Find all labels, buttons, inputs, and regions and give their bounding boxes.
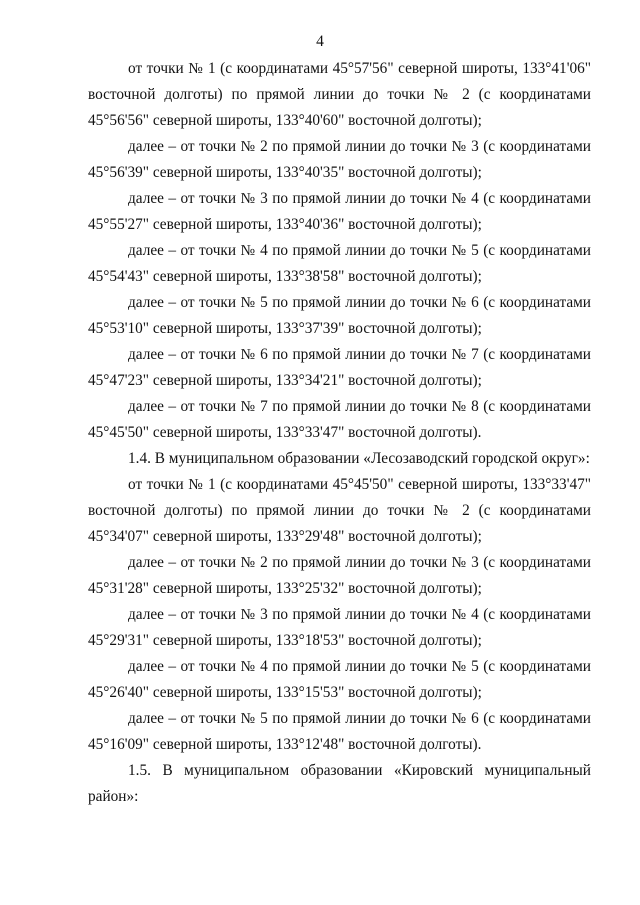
paragraph-point-4: далее – от точки № 4 по прямой линии до точки № 5 (с координатами 45°54'43" северной широты, 133°38'58" восточной долготы);	[88, 242, 591, 285]
paragraph-point-5: далее – от точки № 5 по прямой линии до точки № 6 (с координатами 45°53'10" северной широты, 133°37'39" восточной долготы);	[88, 294, 591, 337]
paragraph-lesozavodsk-point-3: далее – от точки № 3 по прямой линии до точки № 4 (с координатами 45°29'31" северной широты, 133°18'53" восточной долготы);	[88, 606, 591, 649]
section-heading-1-4: 1.4. В муниципальном образовании «Лесозаводский городской округ»:	[128, 450, 590, 467]
paragraph-point-7: далее – от точки № 7 по прямой линии до точки № 8 (с координатами 45°45'50" северной широты, 133°33'47" восточной долготы).	[88, 398, 591, 441]
document-body	[88, 56, 591, 810]
paragraph-point-2: далее – от точки № 2 по прямой линии до точки № 3 (с координатами 45°56'39" северной широты, 133°40'35" восточной долготы);	[88, 138, 591, 181]
paragraph-lesozavodsk-point-2: далее – от точки № 2 по прямой линии до точки № 3 (с координатами 45°31'28" северной широты, 133°25'32" восточной долготы);	[88, 554, 591, 597]
paragraph-point-1: от точки № 1 (с координатами 45°57'56" северной широты, 133°41'06" восточной долготы) по прямой линии до точки № 2 (с координатами 45°56'56" северной широты, 133°40'60" восточной долготы);	[88, 60, 591, 129]
paragraph-lesozavodsk-point-5: далее – от точки № 5 по прямой линии до точки № 6 (с координатами 45°16'09" северной широты, 133°12'48" восточной долготы).	[88, 710, 591, 753]
paragraph-point-6: далее – от точки № 6 по прямой линии до точки № 7 (с координатами 45°47'23" северной широты, 133°34'21" восточной долготы);	[88, 346, 591, 389]
section-heading-1-5: 1.5. В муниципальном образовании «Кировский муниципальный район»:	[88, 762, 591, 805]
paragraph-lesozavodsk-point-1: от точки № 1 (с координатами 45°45'50" северной широты, 133°33'47" восточной долготы) по прямой линии до точки № 2 (с координатами 45°34'07" северной широты, 133°29'48" восточной долготы);	[88, 476, 591, 545]
paragraph-lesozavodsk-point-4: далее – от точки № 4 по прямой линии до точки № 5 (с координатами 45°26'40" северной широты, 133°15'53" восточной долготы);	[88, 658, 591, 701]
paragraph-point-3: далее – от точки № 3 по прямой линии до точки № 4 (с координатами 45°55'27" северной широты, 133°40'36" восточной долготы);	[88, 190, 591, 233]
page-number: 4	[316, 33, 324, 50]
